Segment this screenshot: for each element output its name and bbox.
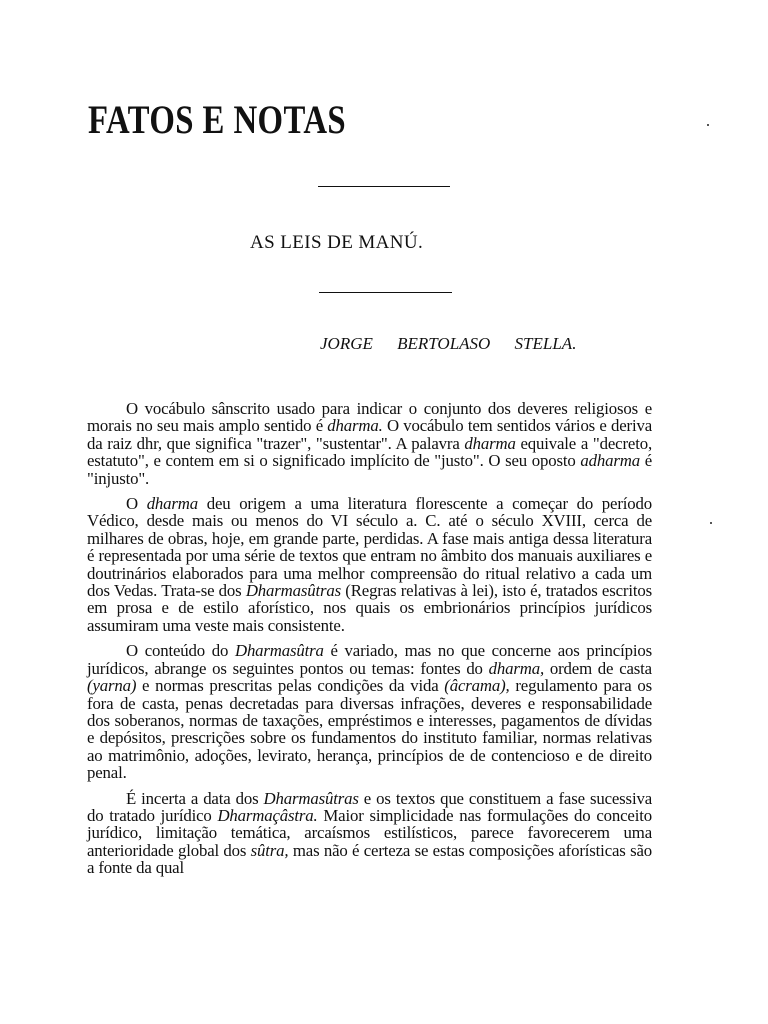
- text-run: regulamento para os fora de casta, penas decretadas para diversas infrações, deveres e responsabilidade dos soberanos, normas de taxações, empréstimos e interesses, pagamentos de dívidas e depósitos, prescrições sobre os fundamentos do instituto familiar, normas relativas ao matrimônio, adoções, levirato, herança, princípios de de contencioso e de direito penal.: [87, 676, 652, 783]
- text-run: e os textos que constituem a fase sucessiva do tratado jurídico: [87, 788, 652, 825]
- text-run: O vocábulo tem sentidos vários e deriva da raiz dhr, que significa "trazer", "sustentar". A palavra: [87, 416, 652, 453]
- paragraph: [87, 790, 652, 877]
- text-run: e normas prescritas pelas condições da vida: [136, 676, 445, 696]
- italic-term: Dharmasûtras: [245, 581, 341, 601]
- italic-term: dharma: [464, 433, 516, 453]
- paragraph: [87, 400, 652, 487]
- page-speck: [707, 124, 709, 126]
- italic-term: (âcrama),: [444, 676, 510, 696]
- italic-term: sûtra,: [250, 840, 289, 860]
- text-run: mas não é certeza se estas composições aforísticas são a fonte da qual: [87, 840, 652, 878]
- italic-term: Dharmasûtras: [263, 788, 359, 808]
- text-run: (Regras relativas à lei), isto é, tratados escritos em prosa e de estilo aforístico, nos quais os embrionários princípios jurídicos assumiram uma veste mais consistente.: [87, 581, 652, 635]
- page-speck: [710, 522, 712, 524]
- italic-term: (yarna): [87, 676, 137, 696]
- divider-bottom: [319, 292, 452, 293]
- text-run: deu origem a uma literatura florescente a começar do período Védico, desde mais ou menos do VI século a. C. até o século XVIII, cerca de milhares de obras, hoje, em grande parte, perdidas. A fase mais antiga dessa literatura é representada por uma série de textos que entram no âmbito dos manuais auxiliares e doutrinários elaborados para uma melhor compreensão do ritual relativo a cada um dos Vedas. Trata-se dos: [87, 494, 652, 601]
- text-run: É incerta a data dos: [126, 788, 264, 808]
- author-name: JORGE BERTOLASO STELLA.: [320, 334, 577, 353]
- italic-term: Dharmasûtra: [234, 641, 324, 661]
- text-run: é variado, mas no que concerne aos princípios jurídicos, abrange os seguintes pontos ou temas: fontes do: [87, 641, 652, 678]
- text-run: O conteúdo do: [126, 641, 235, 661]
- italic-term: dharma: [146, 494, 198, 514]
- italic-term: dharma,: [488, 658, 544, 678]
- text-run: O: [126, 494, 147, 514]
- text-run: equivale a "decreto, estatuto", e contem em si o significado implícito de "justo". O seu oposto: [87, 433, 653, 471]
- paragraph: [87, 495, 652, 634]
- paragraph: [87, 642, 652, 781]
- italic-term: dharma.: [327, 416, 383, 436]
- italic-term: adharma: [580, 451, 640, 471]
- divider-top: [318, 186, 450, 187]
- section-title: FATOS E NOTAS: [88, 97, 347, 142]
- article-title: AS LEIS DE MANÚ.: [250, 232, 424, 253]
- text-run: Maior simplicidade nas formulações do conceito jurídico, limitação temática, arcaísmos estilísticos, parece favorecerem uma anterioridade global dos: [87, 805, 652, 860]
- text-run: ordem de casta: [544, 658, 652, 678]
- text-run: é "injusto".: [87, 451, 653, 488]
- text-run: O vocábulo sânscrito usado para indicar o conjunto dos deveres religiosos e morais no seu mais amplo sentido é: [87, 399, 652, 436]
- italic-term: Dharmaçâstra.: [217, 805, 318, 825]
- article-body: [87, 400, 652, 885]
